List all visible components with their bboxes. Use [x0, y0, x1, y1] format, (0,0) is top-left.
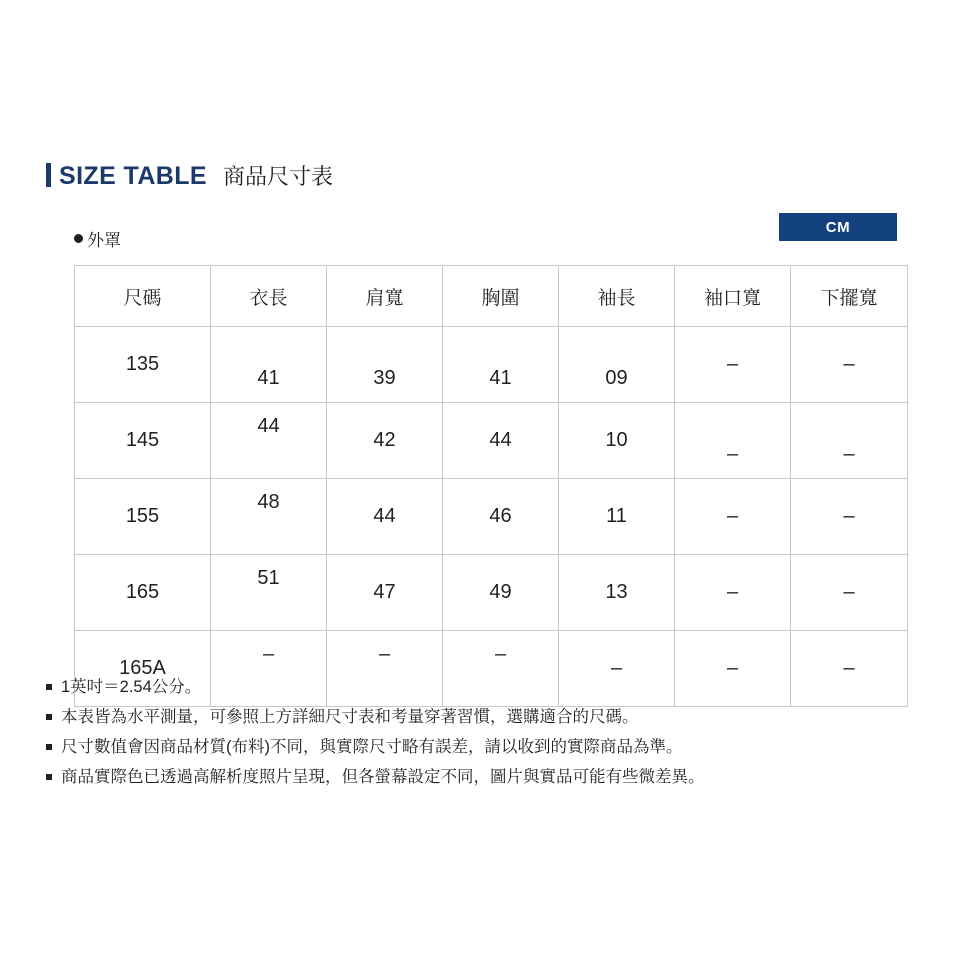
cell-chest: 46	[443, 479, 559, 555]
column-header-size: 尺碼	[75, 266, 211, 327]
cell-length: 48	[211, 479, 327, 555]
cell-shoulder: 44	[327, 479, 443, 555]
cell-length: 41	[211, 327, 327, 403]
page-title	[46, 160, 333, 191]
cell-hem: –	[791, 479, 908, 555]
cell-hem: –	[791, 555, 908, 631]
square-bullet-icon	[46, 744, 52, 750]
column-header-hem: 下擺寬	[791, 266, 908, 327]
cell-cuff: –	[675, 479, 791, 555]
cell-chest: 44	[443, 403, 559, 479]
size-table	[74, 265, 908, 707]
cell-cuff: –	[675, 327, 791, 403]
cell-size: 165	[75, 555, 211, 631]
cell-shoulder: 47	[327, 555, 443, 631]
list-item	[46, 702, 926, 732]
cell-shoulder: –	[327, 631, 443, 707]
cell-shoulder: 42	[327, 403, 443, 479]
unit-badge: CM	[779, 213, 897, 241]
page-title-en: SIZE TABLE	[59, 162, 207, 190]
column-header-shoulder: 肩寬	[327, 266, 443, 327]
cell-sleeve: –	[559, 631, 675, 707]
cell-cuff: –	[675, 631, 791, 707]
note-text: 1英吋＝2.54公分。	[61, 678, 202, 696]
column-header-cuff: 袖口寬	[675, 266, 791, 327]
table-row	[75, 555, 908, 631]
page-title-zh: 商品尺寸表	[222, 164, 333, 189]
table-row	[75, 479, 908, 555]
cell-size: 155	[75, 479, 211, 555]
section-label-text: 外罩	[87, 231, 121, 250]
note-text: 尺寸數值會因商品材質(布料)不同，與實際尺寸略有誤差，請以收到的實際商品為準。	[61, 738, 683, 756]
cell-length: 51	[211, 555, 327, 631]
column-header-length: 衣長	[211, 266, 327, 327]
cell-sleeve: 13	[559, 555, 675, 631]
cell-size: 135	[75, 327, 211, 403]
cell-chest: 49	[443, 555, 559, 631]
column-header-sleeve: 袖長	[559, 266, 675, 327]
notes-list	[46, 672, 926, 792]
cell-sleeve: 09	[559, 327, 675, 403]
square-bullet-icon	[46, 684, 52, 690]
list-item	[46, 732, 926, 762]
cell-cuff: –	[675, 555, 791, 631]
note-text: 商品實際色已透過高解析度照片呈現，但各螢幕設定不同，圖片與實品可能有些微差異。	[61, 768, 705, 786]
square-bullet-icon	[46, 714, 52, 720]
square-bullet-icon	[46, 774, 52, 780]
list-item	[46, 672, 926, 702]
cell-shoulder: 39	[327, 327, 443, 403]
cell-sleeve: 11	[559, 479, 675, 555]
table-row	[75, 327, 908, 403]
cell-sleeve: 10	[559, 403, 675, 479]
cell-length: –	[211, 631, 327, 707]
cell-chest: –	[443, 631, 559, 707]
cell-hem: –	[791, 631, 908, 707]
list-item	[46, 762, 926, 792]
title-accent-bar	[46, 163, 51, 187]
table-header-row	[75, 266, 908, 327]
column-header-chest: 胸圍	[443, 266, 559, 327]
note-text: 本表皆為水平測量，可參照上方詳細尺寸表和考量穿著習慣，選購適合的尺碼。	[61, 708, 639, 726]
cell-chest: 41	[443, 327, 559, 403]
section-label	[74, 226, 121, 251]
table-row	[75, 403, 908, 479]
cell-length: 44	[211, 403, 327, 479]
bullet-dot-icon	[74, 234, 83, 243]
cell-size: 165A	[75, 631, 211, 707]
cell-hem: –	[791, 327, 908, 403]
cell-hem: –	[791, 403, 908, 479]
cell-size: 145	[75, 403, 211, 479]
cell-cuff: –	[675, 403, 791, 479]
